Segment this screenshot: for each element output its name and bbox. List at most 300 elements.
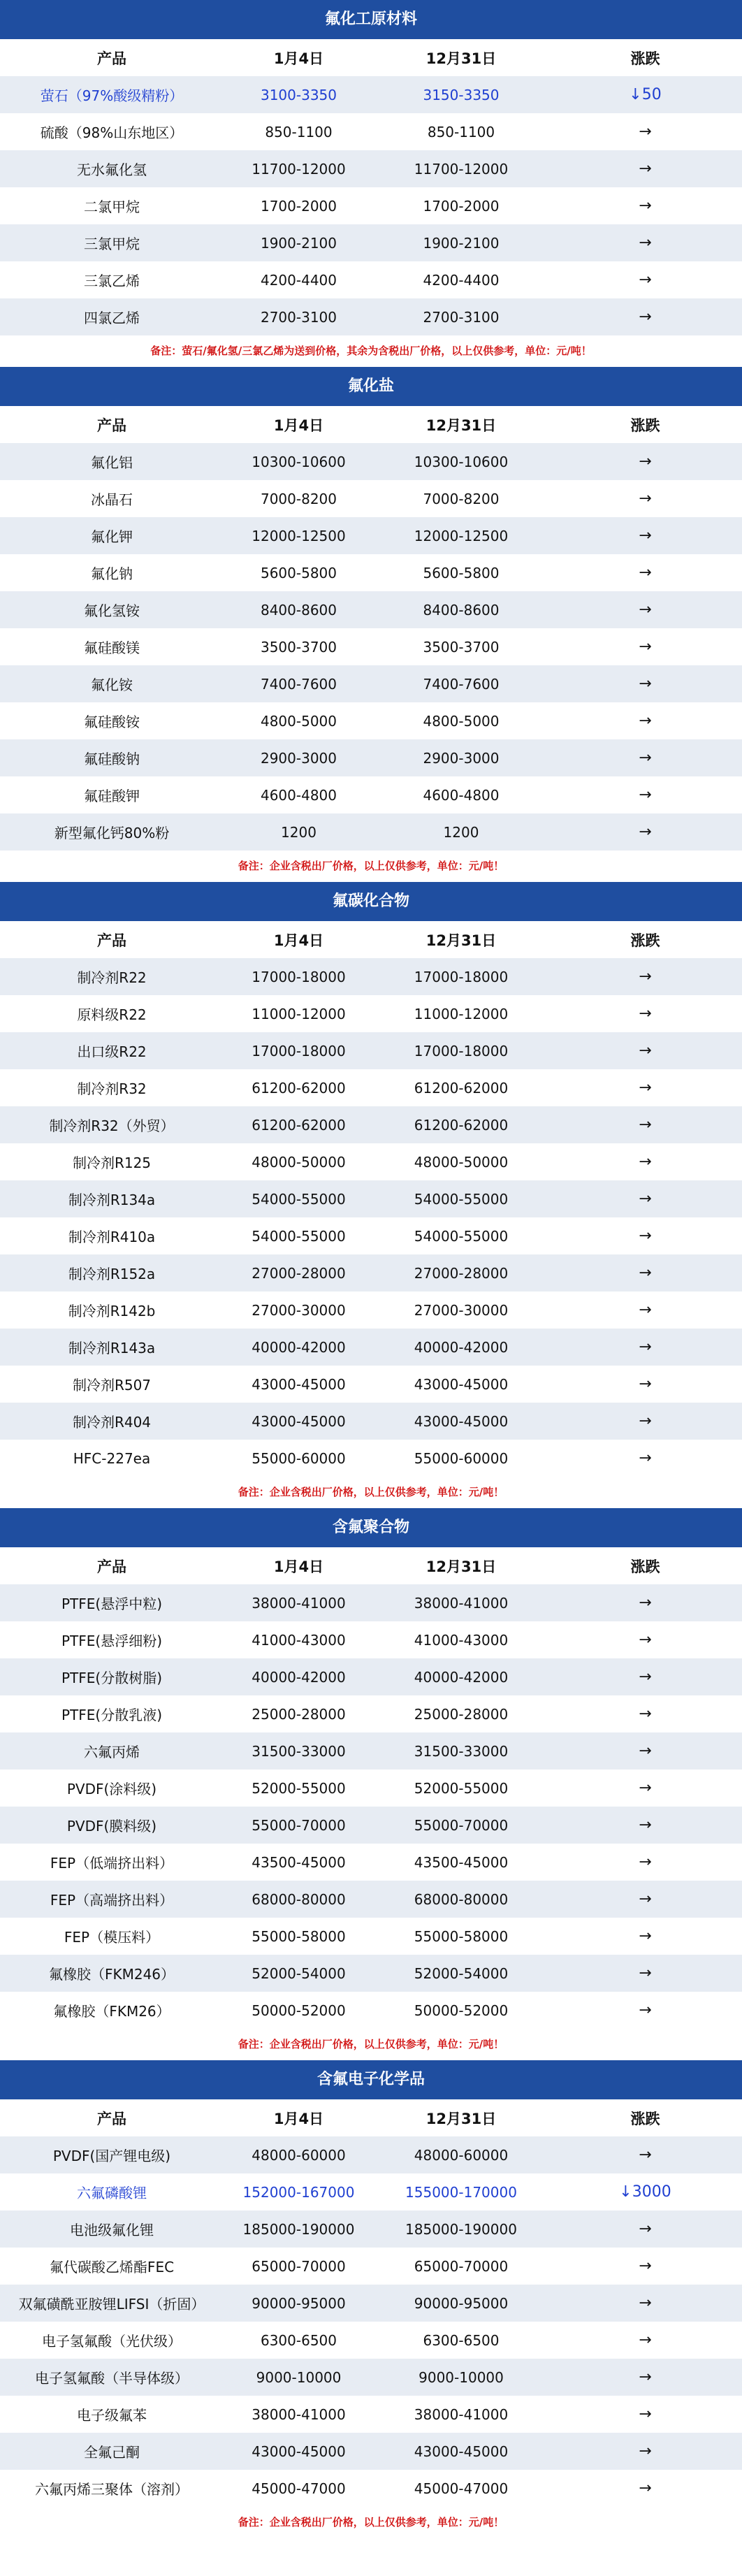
price-date2: 65000-70000 bbox=[414, 2257, 509, 2275]
price-date2: 90000-95000 bbox=[414, 2294, 509, 2312]
column-header-row bbox=[0, 2099, 742, 2136]
price-date2: 185000-190000 bbox=[405, 2220, 517, 2238]
table-row bbox=[0, 1032, 742, 1069]
table-row bbox=[0, 958, 742, 995]
price-date2: 43000-45000 bbox=[414, 1375, 509, 1393]
table-row bbox=[0, 995, 742, 1032]
price-date2: 31500-33000 bbox=[414, 1742, 509, 1760]
column-header-date1: 1月4日 bbox=[273, 1558, 324, 1575]
price-change: → bbox=[639, 712, 652, 730]
price-change: → bbox=[639, 1412, 652, 1430]
table-row bbox=[0, 1069, 742, 1106]
column-header-date1: 1月4日 bbox=[273, 2110, 324, 2127]
table-row bbox=[0, 628, 742, 665]
product-name: 氟橡胶（FKM26） bbox=[53, 2003, 170, 2020]
price-change: → bbox=[639, 1779, 652, 1797]
column-header-product: 产品 bbox=[97, 417, 126, 434]
product-name: 无水氟化氢 bbox=[77, 161, 147, 178]
column-header-date1: 1月4日 bbox=[273, 50, 324, 67]
price-date1: 8400-8600 bbox=[260, 601, 337, 618]
price-date2: 45000-47000 bbox=[414, 2480, 509, 2497]
price-change: → bbox=[639, 1338, 652, 1356]
price-change: → bbox=[639, 968, 652, 985]
price-change: → bbox=[639, 2480, 652, 2497]
product-name: 制冷剂R410a bbox=[68, 1229, 156, 1245]
price-date1: 50000-52000 bbox=[252, 2002, 346, 2019]
price-date1: 17000-18000 bbox=[252, 968, 346, 985]
table-row bbox=[0, 591, 742, 628]
price-date1: 4200-4400 bbox=[260, 271, 337, 289]
price-date2: 54000-55000 bbox=[414, 1190, 509, 1208]
price-change: → bbox=[639, 234, 652, 252]
price-change: → bbox=[639, 1301, 652, 1319]
price-date2: 38000-41000 bbox=[414, 1594, 509, 1612]
column-header-row bbox=[0, 1547, 742, 1584]
section-title: 氟碳化合物 bbox=[0, 882, 742, 921]
price-date2: 43500-45000 bbox=[414, 1853, 509, 1871]
price-date1: 38000-41000 bbox=[252, 2405, 346, 2423]
price-date2: 61200-62000 bbox=[414, 1079, 509, 1097]
price-date1: 1900-2100 bbox=[260, 234, 337, 252]
product-name: 制冷剂R32（外贸） bbox=[49, 1117, 175, 1134]
price-change: → bbox=[639, 1927, 652, 1945]
section-note: 备注：企业含税出厂价格，以上仅供参考，单位：元/吨！ bbox=[0, 851, 742, 882]
price-change: → bbox=[639, 1853, 652, 1871]
section-note: 备注：企业含税出厂价格，以上仅供参考，单位：元/吨！ bbox=[0, 1477, 742, 1508]
column-header-date2: 12月31日 bbox=[425, 2110, 497, 2127]
price-date2: 155000-170000 bbox=[405, 2183, 517, 2201]
price-date1: 3100-3350 bbox=[260, 86, 337, 103]
column-header-date1: 1月4日 bbox=[273, 417, 324, 434]
column-header-row bbox=[0, 39, 742, 76]
table-row bbox=[0, 1844, 742, 1881]
price-date2: 55000-60000 bbox=[414, 1449, 509, 1467]
price-change: ↓3000 bbox=[619, 2183, 671, 2201]
table-row bbox=[0, 224, 742, 261]
price-date2: 40000-42000 bbox=[414, 1668, 509, 1686]
section-note: 备注：企业含税出厂价格，以上仅供参考，单位：元/吨！ bbox=[0, 2507, 742, 2538]
price-change: → bbox=[639, 1705, 652, 1723]
price-date1: 185000-190000 bbox=[242, 2220, 355, 2238]
product-name: 氟化铝 bbox=[91, 454, 133, 471]
table-row bbox=[0, 2470, 742, 2507]
product-name: PTFE(悬浮细粉) bbox=[61, 1633, 163, 1649]
price-date1: 2700-3100 bbox=[260, 308, 337, 326]
product-name: 制冷剂R22 bbox=[77, 969, 147, 986]
product-name: 冰晶石 bbox=[91, 491, 133, 508]
table-row bbox=[0, 554, 742, 591]
price-date1: 4600-4800 bbox=[260, 786, 337, 804]
table-row bbox=[0, 1770, 742, 1807]
price-change: → bbox=[639, 823, 652, 841]
price-date2: 41000-43000 bbox=[414, 1631, 509, 1649]
price-date1: 11000-12000 bbox=[252, 1005, 346, 1022]
table-row bbox=[0, 2322, 742, 2359]
price-change: → bbox=[639, 1668, 652, 1686]
price-date1: 61200-62000 bbox=[252, 1116, 346, 1134]
price-change: → bbox=[639, 160, 652, 178]
table-row bbox=[0, 1992, 742, 2029]
price-date2: 52000-55000 bbox=[414, 1779, 509, 1797]
price-date2: 1700-2000 bbox=[423, 197, 500, 215]
price-date1: 38000-41000 bbox=[252, 1594, 346, 1612]
price-change: → bbox=[639, 308, 652, 326]
product-name: FEP（模压料） bbox=[64, 1929, 160, 1946]
table-row bbox=[0, 480, 742, 517]
product-name: 氟硅酸镁 bbox=[84, 639, 140, 656]
price-date1: 48000-50000 bbox=[252, 1153, 346, 1171]
product-name: PVDF(膜料级) bbox=[66, 1818, 157, 1835]
section-title: 含氟电子化学品 bbox=[0, 2060, 742, 2099]
table-row bbox=[0, 261, 742, 298]
price-date1: 5600-5800 bbox=[260, 564, 337, 581]
table-row bbox=[0, 2396, 742, 2433]
price-change: → bbox=[639, 2294, 652, 2312]
price-date2: 55000-70000 bbox=[414, 1816, 509, 1834]
price-date1: 43000-45000 bbox=[252, 2443, 346, 2460]
table-row bbox=[0, 76, 742, 113]
price-change: → bbox=[639, 2405, 652, 2423]
table-row bbox=[0, 813, 742, 851]
table-row bbox=[0, 113, 742, 150]
product-name: PTFE(分散树脂) bbox=[61, 1670, 163, 1686]
section-note: 备注：企业含税出厂价格，以上仅供参考，单位：元/吨！ bbox=[0, 2029, 742, 2060]
price-change: → bbox=[639, 1890, 652, 1908]
product-name: 制冷剂R125 bbox=[72, 1155, 152, 1171]
price-section bbox=[0, 1508, 742, 2060]
column-header-date1: 1月4日 bbox=[273, 932, 324, 949]
price-change: → bbox=[639, 749, 652, 767]
price-date2: 7000-8200 bbox=[423, 490, 500, 507]
price-date1: 9000-10000 bbox=[256, 2368, 342, 2386]
price-change: → bbox=[639, 1375, 652, 1393]
price-change: → bbox=[639, 2002, 652, 2019]
product-name: 电池级氟化锂 bbox=[70, 2222, 154, 2238]
product-name: PTFE(分散乳液) bbox=[61, 1707, 163, 1723]
table-row bbox=[0, 1106, 742, 1143]
product-name: 氟代碳酸乙烯酯FEC bbox=[49, 2259, 175, 2275]
product-name: FEP（高端挤出料） bbox=[50, 1892, 174, 1909]
price-date2: 17000-18000 bbox=[414, 968, 509, 985]
price-date1: 43500-45000 bbox=[252, 1853, 346, 1871]
price-change: → bbox=[639, 1742, 652, 1760]
price-date2: 1900-2100 bbox=[423, 234, 500, 252]
price-date2: 61200-62000 bbox=[414, 1116, 509, 1134]
product-name: PTFE(悬浮中粒) bbox=[61, 1595, 163, 1612]
price-date1: 31500-33000 bbox=[252, 1742, 346, 1760]
price-date2: 55000-58000 bbox=[414, 1927, 509, 1945]
price-date2: 68000-80000 bbox=[414, 1890, 509, 1908]
price-date2: 25000-28000 bbox=[414, 1705, 509, 1723]
price-change: → bbox=[639, 1116, 652, 1134]
price-change: → bbox=[639, 1005, 652, 1022]
price-date1: 43000-45000 bbox=[252, 1375, 346, 1393]
price-date1: 43000-45000 bbox=[252, 1412, 346, 1430]
price-date1: 41000-43000 bbox=[252, 1631, 346, 1649]
product-name: 六氟丙烯三聚体（溶剂） bbox=[35, 2481, 189, 2498]
price-date2: 48000-50000 bbox=[414, 1153, 509, 1171]
table-row bbox=[0, 2285, 742, 2322]
price-change: → bbox=[639, 2368, 652, 2386]
column-header-product: 产品 bbox=[97, 932, 126, 949]
price-change: → bbox=[639, 271, 652, 289]
table-row bbox=[0, 1621, 742, 1658]
price-date2: 11700-12000 bbox=[414, 160, 509, 178]
price-date1: 7000-8200 bbox=[260, 490, 337, 507]
table-row bbox=[0, 1584, 742, 1621]
price-date1: 65000-70000 bbox=[252, 2257, 346, 2275]
table-row bbox=[0, 1881, 742, 1918]
product-name: 二氯甲烷 bbox=[84, 198, 140, 215]
product-name: 电子氢氟酸（半导体级） bbox=[35, 2370, 189, 2387]
column-header-product: 产品 bbox=[97, 50, 126, 67]
product-name: 萤石（97%酸级精粉） bbox=[40, 87, 184, 104]
column-header-date2: 12月31日 bbox=[425, 932, 497, 949]
table-row bbox=[0, 1732, 742, 1770]
price-change: → bbox=[639, 1264, 652, 1282]
price-date1: 4800-5000 bbox=[260, 712, 337, 730]
table-row bbox=[0, 1403, 742, 1440]
table-row bbox=[0, 2359, 742, 2396]
price-change: → bbox=[639, 453, 652, 470]
price-date1: 55000-58000 bbox=[252, 1927, 346, 1945]
product-name: 氟化铵 bbox=[91, 676, 133, 693]
table-row bbox=[0, 1291, 742, 1329]
price-change: ↓50 bbox=[629, 86, 662, 103]
product-name: 氟硅酸钾 bbox=[84, 788, 140, 804]
table-row bbox=[0, 1955, 742, 1992]
table-row bbox=[0, 1918, 742, 1955]
column-header-row bbox=[0, 406, 742, 443]
table-row bbox=[0, 2173, 742, 2210]
price-date2: 2700-3100 bbox=[423, 308, 500, 326]
section-note: 备注：萤石/氟化氢/三氯乙烯为送到价格，其余为含税出厂价格，以上仅供参考，单位：元/吨！ bbox=[0, 335, 742, 367]
price-change: → bbox=[639, 2257, 652, 2275]
price-change: → bbox=[639, 1079, 652, 1097]
price-date2: 17000-18000 bbox=[414, 1042, 509, 1059]
product-name: 原料级R22 bbox=[77, 1006, 147, 1023]
price-change: → bbox=[639, 1153, 652, 1171]
table-row bbox=[0, 1807, 742, 1844]
price-date2: 3500-3700 bbox=[423, 638, 500, 656]
price-change: → bbox=[639, 2443, 652, 2460]
column-header-product: 产品 bbox=[97, 1558, 126, 1575]
product-name: 氟化钠 bbox=[91, 565, 133, 582]
column-header-change: 涨跌 bbox=[630, 932, 660, 949]
product-name: 出口级R22 bbox=[77, 1043, 147, 1060]
price-date1: 10300-10600 bbox=[252, 453, 346, 470]
product-name: 双氟磺酰亚胺锂LIFSI（折固） bbox=[18, 2296, 205, 2313]
price-date1: 61200-62000 bbox=[252, 1079, 346, 1097]
product-name: 氟硅酸铵 bbox=[84, 714, 140, 730]
price-date1: 6300-6500 bbox=[260, 2331, 337, 2349]
price-change: → bbox=[639, 123, 652, 140]
price-change: → bbox=[639, 1816, 652, 1834]
product-name: 制冷剂R32 bbox=[77, 1080, 147, 1097]
table-row bbox=[0, 517, 742, 554]
price-change: → bbox=[639, 197, 652, 215]
price-change: → bbox=[639, 1449, 652, 1467]
table-row bbox=[0, 2210, 742, 2248]
product-name: 制冷剂R143a bbox=[68, 1340, 156, 1356]
price-date1: 850-1100 bbox=[265, 123, 333, 140]
price-section bbox=[0, 367, 742, 882]
product-name: 新型氟化钙80%粉 bbox=[54, 825, 170, 841]
table-row bbox=[0, 776, 742, 813]
table-row bbox=[0, 1366, 742, 1403]
price-date1: 25000-28000 bbox=[252, 1705, 346, 1723]
column-header-change: 涨跌 bbox=[630, 417, 660, 434]
price-date1: 11700-12000 bbox=[252, 160, 346, 178]
price-section bbox=[0, 2060, 742, 2538]
table-row bbox=[0, 2433, 742, 2470]
price-date2: 48000-60000 bbox=[414, 2146, 509, 2164]
price-date2: 4200-4400 bbox=[423, 271, 500, 289]
price-date2: 12000-12500 bbox=[414, 527, 509, 544]
price-date1: 12000-12500 bbox=[252, 527, 346, 544]
product-name: PVDF(国产锂电级) bbox=[52, 2148, 171, 2164]
price-change: → bbox=[639, 564, 652, 581]
price-date1: 40000-42000 bbox=[252, 1338, 346, 1356]
product-name: 制冷剂R404 bbox=[72, 1414, 152, 1431]
product-name: 制冷剂R134a bbox=[68, 1192, 156, 1208]
section-title: 氟化工原材料 bbox=[0, 0, 742, 39]
price-date2: 52000-54000 bbox=[414, 1964, 509, 1982]
price-date1: 52000-54000 bbox=[252, 1964, 346, 1982]
section-title: 氟化盐 bbox=[0, 367, 742, 406]
table-row bbox=[0, 702, 742, 739]
price-date2: 6300-6500 bbox=[423, 2331, 500, 2349]
table-row bbox=[0, 1658, 742, 1695]
price-date2: 8400-8600 bbox=[423, 601, 500, 618]
price-change: → bbox=[639, 1190, 652, 1208]
table-row bbox=[0, 443, 742, 480]
product-name: 电子氢氟酸（光伏级） bbox=[42, 2333, 182, 2350]
price-date1: 54000-55000 bbox=[252, 1190, 346, 1208]
table-row bbox=[0, 1695, 742, 1732]
column-header-date2: 12月31日 bbox=[425, 50, 497, 67]
price-date2: 50000-52000 bbox=[414, 2002, 509, 2019]
price-date2: 850-1100 bbox=[427, 123, 495, 140]
product-name: 制冷剂R152a bbox=[68, 1266, 156, 1282]
table-row bbox=[0, 1254, 742, 1291]
table-row bbox=[0, 1180, 742, 1217]
price-change: → bbox=[639, 1227, 652, 1245]
column-header-date2: 12月31日 bbox=[425, 417, 497, 434]
price-date1: 27000-28000 bbox=[252, 1264, 346, 1282]
price-date2: 54000-55000 bbox=[414, 1227, 509, 1245]
price-date1: 68000-80000 bbox=[252, 1890, 346, 1908]
price-date1: 45000-47000 bbox=[252, 2480, 346, 2497]
table-row bbox=[0, 150, 742, 187]
table-row bbox=[0, 1217, 742, 1254]
price-change: → bbox=[639, 2146, 652, 2164]
price-change: → bbox=[639, 2220, 652, 2238]
table-row bbox=[0, 1329, 742, 1366]
price-date1: 2900-3000 bbox=[260, 749, 337, 767]
table-row bbox=[0, 1143, 742, 1180]
table-row bbox=[0, 298, 742, 335]
product-name: 氟化氢铵 bbox=[84, 602, 140, 619]
price-date2: 5600-5800 bbox=[423, 564, 500, 581]
product-name: 氟橡胶（FKM246） bbox=[48, 1966, 175, 1983]
price-date1: 3500-3700 bbox=[260, 638, 337, 656]
table-row bbox=[0, 2136, 742, 2173]
price-date2: 1200 bbox=[443, 823, 479, 841]
price-change: → bbox=[639, 638, 652, 656]
price-date1: 48000-60000 bbox=[252, 2146, 346, 2164]
price-date2: 9000-10000 bbox=[419, 2368, 504, 2386]
price-date2: 4600-4800 bbox=[423, 786, 500, 804]
price-date1: 7400-7600 bbox=[260, 675, 337, 693]
product-name: 硫酸（98%山东地区） bbox=[40, 124, 184, 141]
product-name: 六氟丙烯 bbox=[84, 1744, 140, 1760]
product-name: 四氯乙烯 bbox=[84, 310, 140, 326]
price-change: → bbox=[639, 675, 652, 693]
product-name: FEP（低端挤出料） bbox=[50, 1855, 174, 1872]
price-date1: 55000-60000 bbox=[252, 1449, 346, 1467]
price-date2: 38000-41000 bbox=[414, 2405, 509, 2423]
price-change: → bbox=[639, 490, 652, 507]
column-header-date2: 12月31日 bbox=[425, 1558, 497, 1575]
product-name: 三氯乙烯 bbox=[84, 273, 140, 289]
product-name: HFC-227ea bbox=[73, 1449, 151, 1467]
price-date1: 27000-30000 bbox=[252, 1301, 346, 1319]
price-change: → bbox=[639, 601, 652, 618]
price-date2: 3150-3350 bbox=[423, 86, 500, 103]
section-title: 含氟聚合物 bbox=[0, 1508, 742, 1547]
column-header-row bbox=[0, 921, 742, 958]
price-section bbox=[0, 882, 742, 1508]
table-row bbox=[0, 665, 742, 702]
product-name: 六氟磷酸锂 bbox=[77, 2185, 147, 2201]
price-date1: 17000-18000 bbox=[252, 1042, 346, 1059]
product-name: 电子级氟苯 bbox=[77, 2407, 147, 2424]
price-date1: 40000-42000 bbox=[252, 1668, 346, 1686]
product-name: 制冷剂R507 bbox=[72, 1377, 152, 1394]
product-name: PVDF(涂料级) bbox=[66, 1781, 157, 1797]
price-date2: 10300-10600 bbox=[414, 453, 509, 470]
price-change: → bbox=[639, 527, 652, 544]
column-header-change: 涨跌 bbox=[630, 2110, 660, 2127]
price-date2: 27000-28000 bbox=[414, 1264, 509, 1282]
price-date1: 54000-55000 bbox=[252, 1227, 346, 1245]
price-change: → bbox=[639, 1042, 652, 1059]
column-header-change: 涨跌 bbox=[630, 50, 660, 67]
price-change: → bbox=[639, 1594, 652, 1612]
price-change: → bbox=[639, 1964, 652, 1982]
price-date1: 55000-70000 bbox=[252, 1816, 346, 1834]
price-date2: 43000-45000 bbox=[414, 1412, 509, 1430]
price-change: → bbox=[639, 1631, 652, 1649]
table-row bbox=[0, 2248, 742, 2285]
price-date1: 152000-167000 bbox=[242, 2183, 355, 2201]
price-date1: 1200 bbox=[281, 823, 317, 841]
price-date2: 2900-3000 bbox=[423, 749, 500, 767]
column-header-product: 产品 bbox=[97, 2110, 126, 2127]
price-date2: 7400-7600 bbox=[423, 675, 500, 693]
price-date1: 90000-95000 bbox=[252, 2294, 346, 2312]
price-change: → bbox=[639, 786, 652, 804]
price-section bbox=[0, 0, 742, 367]
price-date2: 11000-12000 bbox=[414, 1005, 509, 1022]
table-row bbox=[0, 1440, 742, 1477]
price-date2: 4800-5000 bbox=[423, 712, 500, 730]
price-date1: 52000-55000 bbox=[252, 1779, 346, 1797]
price-date2: 40000-42000 bbox=[414, 1338, 509, 1356]
column-header-change: 涨跌 bbox=[630, 1558, 660, 1575]
product-name: 三氯甲烷 bbox=[84, 236, 140, 252]
